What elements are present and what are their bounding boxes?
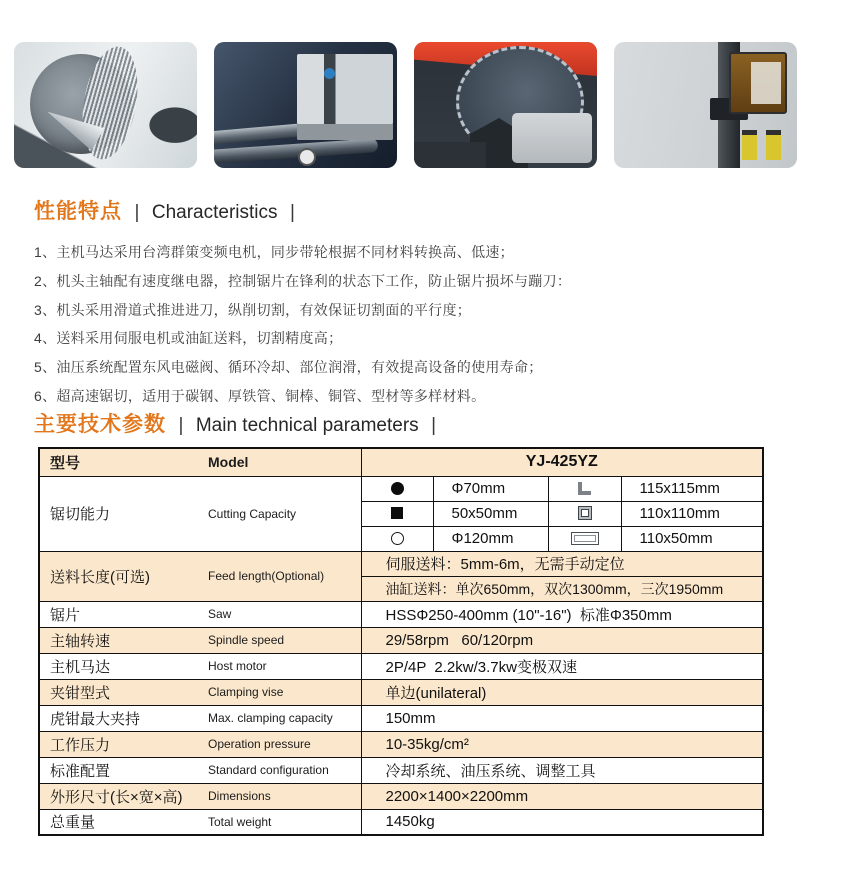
oil-bottle-art — [742, 130, 757, 160]
spec-row-total-weight — [39, 809, 763, 835]
profile-icon-cell — [361, 476, 433, 501]
feed-length-row — [39, 551, 763, 576]
capacity-value: 110x50mm — [621, 526, 763, 551]
row-label-en: Host motor — [208, 659, 267, 673]
profile-icon-cell — [361, 526, 433, 551]
feature-item: 4、送料采用伺服电机或油缸送料，切割精度高； — [34, 330, 343, 347]
reservoir-label-art — [751, 62, 781, 104]
characteristics-heading-en: Characteristics — [151, 202, 278, 223]
row-value: 1450kg — [361, 809, 763, 835]
spec-row-max-clamping — [39, 705, 763, 731]
row-label-zh: 虎钳最大夹持 — [50, 710, 141, 728]
blue-knob-art — [324, 68, 335, 79]
feature-item: 6、超高速锯切，适用于碳钢、厚铁管、铜棒、铜管、型材等多样材料。 — [34, 387, 486, 404]
parameters-heading-zh: 主要技术参数 — [34, 413, 166, 436]
product-photo-rollers — [214, 42, 397, 168]
header-label-cell — [39, 448, 361, 476]
spec-row-clamping-vise — [39, 679, 763, 705]
cutting-capacity-en: Cutting Capacity — [208, 506, 297, 521]
row-label-zh: 夹钳型式 — [50, 684, 111, 702]
row-label-en: Dimensions — [208, 789, 271, 803]
spec-table — [38, 447, 764, 836]
row-label-zh: 主机马达 — [50, 658, 111, 676]
row-value: 单边(unilateral) — [361, 679, 763, 705]
capacity-value: Φ120mm — [433, 526, 548, 551]
feed-length-label-cell — [39, 551, 361, 601]
cutting-capacity-zh: 锯切能力 — [50, 506, 111, 523]
profile-icon-cell — [548, 526, 621, 551]
row-label-zh: 主轴转速 — [50, 632, 111, 650]
table-header-row — [39, 448, 763, 476]
row-label-en: Standard configuration — [208, 763, 329, 777]
row-label-zh: 锯片 — [50, 606, 81, 624]
feed-servo-value: 伺服送料：5mm-6m，无需手动定位 — [361, 551, 763, 576]
row-value: 10-35kg/cm² — [361, 731, 763, 757]
row-value: HSSΦ250-400mm (10"-16") 标准Φ350mm — [361, 601, 763, 627]
roller-art — [214, 138, 378, 164]
feature-item: 5、油压系统配置东风电磁阀、循环冷却、部位润滑，有效提高设备的使用寿命； — [34, 359, 543, 376]
profile-icon-cell — [548, 476, 621, 501]
capacity-value: 115x115mm — [621, 476, 763, 501]
row-label-zh: 标准配置 — [50, 762, 111, 780]
heading-separator: | — [431, 415, 437, 436]
header-label-en: Model — [208, 454, 249, 471]
spec-row-spindle-speed — [39, 627, 763, 653]
row-value: 2200×1400×2200mm — [361, 783, 763, 809]
heading-separator: | — [178, 415, 184, 436]
row-label-zh: 外形尺寸(长×宽×高) — [50, 788, 183, 806]
product-photo-lubrication — [614, 42, 797, 168]
spec-row-standard-configuration — [39, 757, 763, 783]
base-art — [414, 142, 486, 168]
header-label-zh: 型号 — [50, 454, 81, 472]
profile-icon-cell — [548, 501, 621, 526]
row-label-en: Clamping vise — [208, 685, 284, 699]
oil-bottle-art — [766, 130, 781, 160]
capacity-value: 110x110mm — [621, 501, 763, 526]
row-label-en: Operation pressure — [208, 737, 311, 751]
capacity-value: Φ70mm — [433, 476, 548, 501]
row-label-en: Saw — [208, 607, 232, 621]
model-number: YJ-425YZ — [361, 448, 763, 476]
solid-round-bar-icon — [391, 482, 404, 495]
spec-row-host-motor — [39, 653, 763, 679]
row-label-zh: 工作压力 — [50, 736, 111, 754]
profile-icon-cell — [361, 501, 433, 526]
heading-separator: | — [134, 202, 140, 223]
casting-art — [512, 113, 592, 163]
spec-row-dimensions — [39, 783, 763, 809]
feature-list — [34, 238, 794, 411]
product-photo-saw-blade — [414, 42, 597, 168]
characteristics-heading-zh: 性能特点 — [34, 200, 122, 223]
cutting-capacity-label-cell — [39, 476, 361, 551]
row-value: 29/58rpm 60/120rpm — [361, 627, 763, 653]
round-tube-icon — [391, 532, 404, 545]
feature-item: 3、机头采用滑道式推进进刀，纵削切割，有效保证切割面的平行度； — [34, 301, 472, 318]
pressure-gauge-art — [298, 148, 316, 166]
heading-separator: | — [289, 202, 295, 223]
angle-steel-icon — [578, 482, 591, 495]
row-label-en: Spindle speed — [208, 633, 285, 647]
row-value: 冷却系统、油压系统、调整工具 — [361, 757, 763, 783]
spec-row-operation-pressure — [39, 731, 763, 757]
feed-length-en: Feed length(Optional) — [208, 569, 325, 583]
characteristics-heading — [34, 195, 303, 225]
machine-block-art — [297, 54, 393, 140]
rect-tube-icon — [571, 532, 599, 545]
feed-cylinder-value: 油缸送料：单次650mm，双次1300mm，三次1950mm — [361, 576, 763, 601]
parameters-heading-en: Main technical parameters — [195, 415, 419, 436]
square-tube-icon — [578, 506, 592, 520]
feed-length-zh: 送料长度(可选) — [50, 568, 150, 586]
row-label-zh: 总重量 — [50, 814, 96, 832]
parameters-heading — [34, 408, 444, 438]
feature-item: 2、机头主轴配有速度继电器，控制锯片在锋利的状态下工作，防止锯片损坏与蹦刀： — [34, 272, 572, 289]
photo-strip — [14, 42, 797, 168]
cutting-capacity-row — [39, 476, 763, 501]
feature-item: 1、主机马达采用台湾群策变频电机，同步带轮根据不同材料转换高、低速； — [34, 244, 514, 260]
row-label-en: Total weight — [208, 814, 272, 829]
row-value: 2P/4P 2.2kw/3.7kw变极双速 — [361, 653, 763, 679]
capacity-value: 50x50mm — [433, 501, 548, 526]
product-photo-dial — [14, 42, 197, 168]
row-label-en: Max. clamping capacity — [208, 711, 333, 725]
spec-row-saw — [39, 601, 763, 627]
solid-square-bar-icon — [391, 507, 403, 519]
row-value: 150mm — [361, 705, 763, 731]
